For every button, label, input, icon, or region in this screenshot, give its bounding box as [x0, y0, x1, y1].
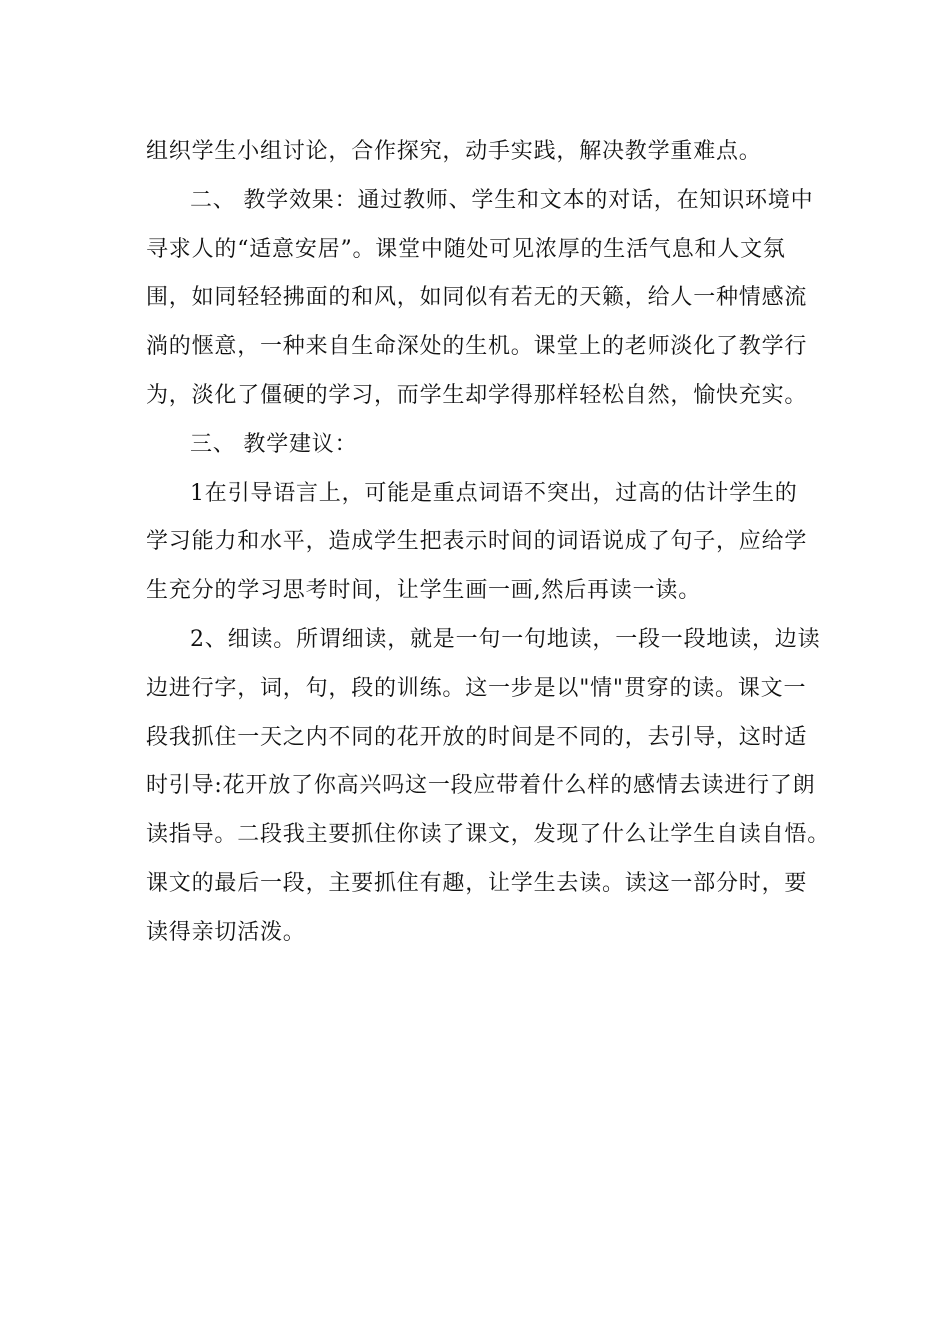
text-line: 读指导。二段我主要抓住你读了课文，发现了什么让学生自读自悟。 [146, 822, 831, 848]
text-line: 生充分的学习思考时间，让学生画一画,然后再读一读。 [146, 578, 701, 604]
text-line: 学习能力和水平，造成学生把表示时间的词语说成了句子，应给学 [146, 529, 808, 555]
text-line: 组织学生小组讨论，合作探究，动手实践，解决教学重难点。 [146, 139, 762, 164]
text-line: 2、细读。所谓细读，就是一句一句地读，一段一段地读，边读 [190, 626, 821, 652]
text-line: 边进行字，词，句，段的训练。这一步是以"情"贯穿的读。课文一 [146, 675, 807, 701]
text-line: 时引导:花开放了你高兴吗这一段应带着什么样的感情去读进行了朗 [146, 773, 816, 799]
text-line: 1在引导语言上，可能是重点词语不突出，过高的估计学生的 [190, 480, 798, 506]
document-body [146, 128, 831, 958]
text-line: 课文的最后一段，主要抓住有趣，让学生去读。读这一部分时，要 [146, 870, 808, 896]
section-heading-effect: 二、 教学效果：通过教师、学生和文本的对话，在知识环境中 [190, 187, 814, 213]
text-line: 为，淡化了僵硬的学习，而学生却学得那样轻松自然，愉快充实。 [146, 382, 808, 408]
text-line: 寻求人的“适意安居”。课堂中随处可见浓厚的生活气息和人文氛 [146, 236, 786, 262]
text-line: 读得亲切活泼。 [146, 919, 306, 945]
text-line: 段我抓住一天之内不同的花开放的时间是不同的，去引导，这时适 [146, 724, 808, 750]
text-line: 围，如同轻轻拂面的和风，如同似有若无的天籁，给人一种情感流 [146, 285, 808, 311]
section-heading-suggestions: 三、 教学建议： [190, 431, 358, 457]
text-line: 淌的惬意，一种来自生命深处的生机。课堂上的老师淡化了教学行 [146, 334, 808, 360]
